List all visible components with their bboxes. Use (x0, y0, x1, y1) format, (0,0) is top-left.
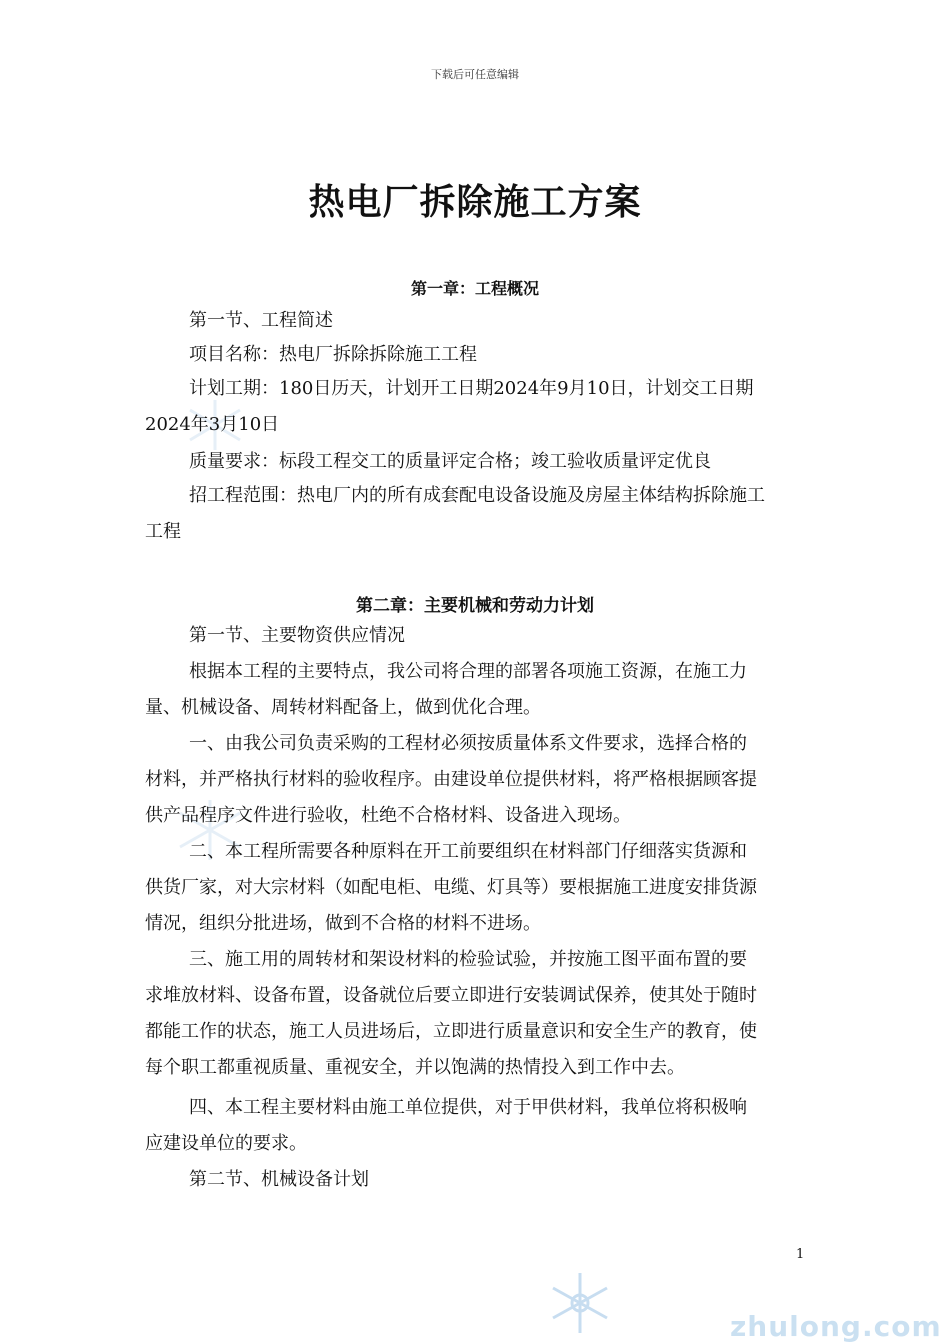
scope-line-1: 招工程范围：热电厂内的所有成套配电设备设施及房屋主体结构拆除施工 (189, 485, 765, 506)
section-heading: 第一节、主要物资供应情况 (189, 625, 405, 646)
paragraph-line: 供产品程序文件进行验收，杜绝不合格材料、设备进入现场。 (145, 805, 631, 826)
paragraph-line: 根据本工程的主要特点，我公司将合理的部署各项施工资源，在施工力 (189, 661, 747, 682)
paragraph-line: 二、本工程所需要各种原料在开工前要组织在材料部门仔细落实货源和 (189, 841, 747, 862)
paragraph-line: 求堆放材料、设备布置，设备就位后要立即进行安装调试保养，使其处于随时 (145, 985, 757, 1006)
chapter-2-heading: 第二章：主要机械和劳动力计划 (356, 596, 594, 616)
section-heading: 第二节、机械设备计划 (189, 1169, 369, 1190)
paragraph-line: 四、本工程主要材料由施工单位提供，对于甲供材料，我单位将积极响 (189, 1097, 747, 1118)
paragraph-line: 材料，并严格执行材料的验收程序。由建设单位提供材料，将严格根据顾客提 (145, 769, 757, 790)
header-note: 下载后可任意编辑 (431, 68, 519, 81)
project-name: 项目名称：热电厂拆除拆除施工工程 (189, 344, 477, 365)
paragraph-line: 一、由我公司负责采购的工程材必须按质量体系文件要求，选择合格的 (189, 733, 747, 754)
zhulong-logo-icon (545, 1268, 615, 1338)
page-number: 1 (796, 1247, 805, 1262)
chapter-1-heading: 第一章：工程概况 (410, 279, 539, 298)
paragraph-line: 量、机械设备、周转材料配备上，做到优化合理。 (145, 697, 541, 718)
schedule-line-1: 计划工期：180日历天，计划开工日期2024年9月10日，计划交工日期 (189, 378, 754, 399)
watermark-text: zhulong.com (730, 1310, 942, 1343)
scope-line-2: 工程 (145, 521, 181, 542)
paragraph-line: 应建设单位的要求。 (145, 1133, 307, 1154)
paragraph-line: 情况，组织分批进场，做到不合格的材料不进场。 (145, 913, 541, 934)
paragraph-line: 供货厂家，对大宗材料（如配电柜、电缆、灯具等）要根据施工进度安排货源 (145, 877, 757, 898)
paragraph-line: 每个职工都重视质量、重视安全，并以饱满的热情投入到工作中去。 (145, 1057, 685, 1078)
document-title: 热电厂拆除施工方案 (308, 182, 642, 223)
schedule-line-2: 2024年3月10日 (145, 414, 280, 435)
paragraph-line: 都能工作的状态，施工人员进场后，立即进行质量意识和安全生产的教育，使 (145, 1021, 757, 1042)
section-heading: 第一节、工程简述 (189, 310, 333, 331)
quality-requirement: 质量要求：标段工程交工的质量评定合格；竣工验收质量评定优良 (189, 451, 711, 472)
paragraph-line: 三、施工用的周转材和架设材料的检验试验，并按施工图平面布置的要 (189, 949, 747, 970)
